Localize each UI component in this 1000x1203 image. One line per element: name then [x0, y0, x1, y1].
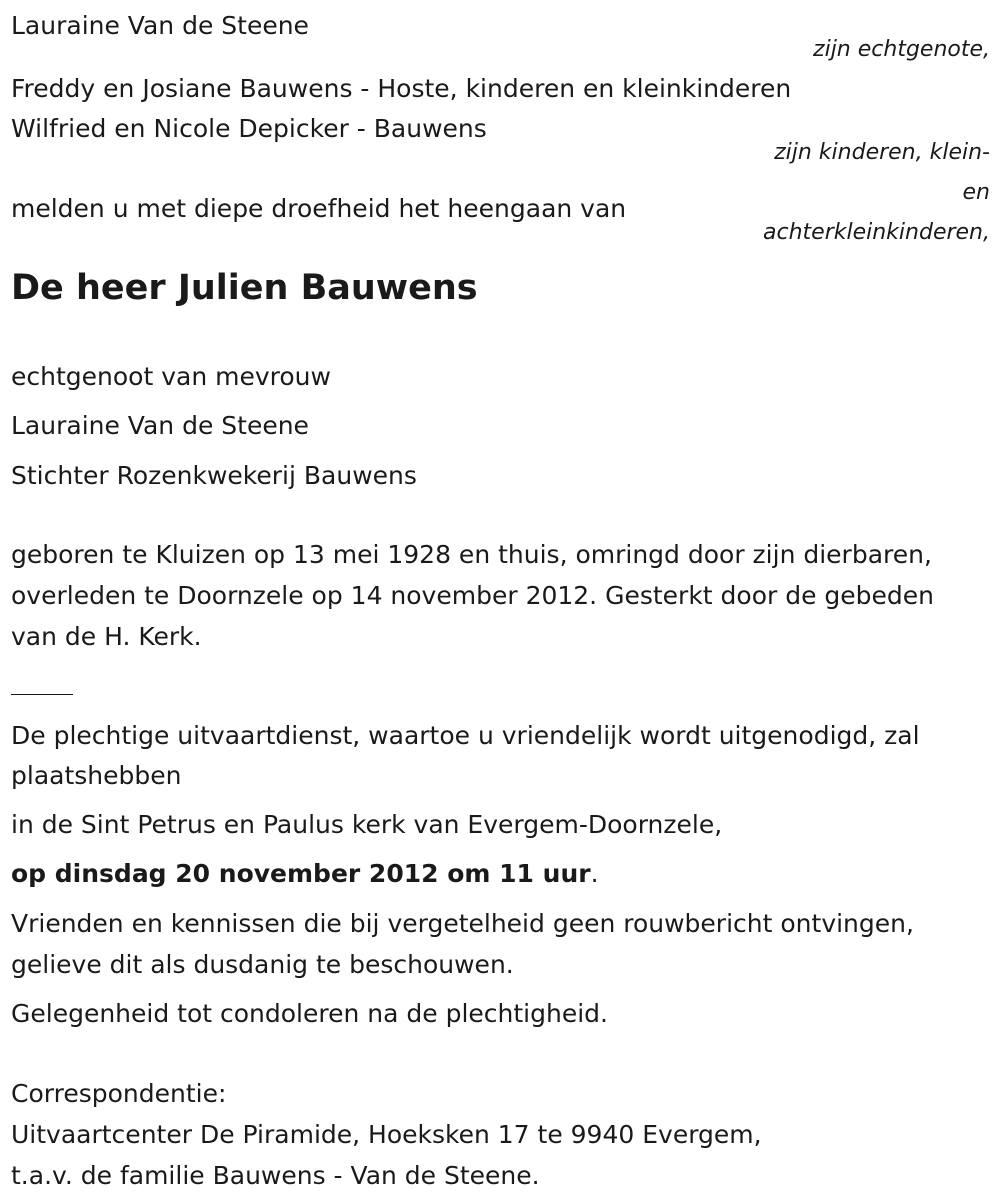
family-role-2: en: [962, 180, 990, 205]
funeral-date: [11, 855, 599, 892]
notice-line-2: gelieve dit als dusdanig te beschouwen.: [11, 950, 514, 979]
spouse-name: Lauraine Van de Steene: [11, 11, 309, 40]
funeral-date-bold: op dinsdag 20 november 2012 om 11 uur: [11, 859, 591, 888]
deceased-name: De heer Julien Bauwens: [11, 268, 478, 308]
announcement: melden u met diepe droefheid het heengaan van: [11, 194, 627, 223]
family-role-3: achterkleinkinderen,: [763, 220, 990, 245]
church-line: van de H. Kerk.: [11, 622, 202, 651]
founder-line: Stichter Rozenkwekerij Bauwens: [11, 461, 417, 490]
spouse-role: zijn echtgenote,: [813, 37, 990, 62]
funeral-line-1: De plechtige uitvaartdienst, waartoe u vriendelijk wordt uitgenodigd, zal: [11, 721, 920, 750]
funeral-date-suffix: .: [590, 859, 599, 888]
notice-line-1: Vrienden en kennissen die bij vergetelheid geen rouwbericht ontvingen,: [11, 909, 914, 938]
spouse-of: echtgenoot van mevrouw: [11, 362, 331, 391]
correspondence-attention: t.a.v. de familie Bauwens - Van de Steene.: [11, 1161, 540, 1190]
condolence-line: Gelegenheid tot condoleren na de plechtigheid.: [11, 999, 608, 1028]
family-line-1: Freddy en Josiane Bauwens - Hoste, kinderen en kleinkinderen: [11, 74, 792, 103]
correspondence-address: Uitvaartcenter De Piramide, Hoeksken 17 te 9940 Evergem,: [11, 1120, 762, 1149]
birth-line: geboren te Kluizen op 13 mei 1928 en thuis, omringd door zijn dierbaren,: [11, 540, 932, 569]
divider: [11, 694, 73, 695]
family-line-2: Wilfried en Nicole Depicker - Bauwens: [11, 114, 487, 143]
spouse-of-name: Lauraine Van de Steene: [11, 411, 309, 440]
funeral-location: in de Sint Petrus en Paulus kerk van Evergem-Doornzele,: [11, 810, 723, 839]
family-role-1: zijn kinderen, klein-: [774, 140, 990, 165]
death-line: overleden te Doornzele op 14 november 2012. Gesterkt door de gebeden: [11, 581, 935, 610]
funeral-line-2: plaatshebben: [11, 761, 182, 790]
correspondence-label: Correspondentie:: [11, 1079, 227, 1108]
